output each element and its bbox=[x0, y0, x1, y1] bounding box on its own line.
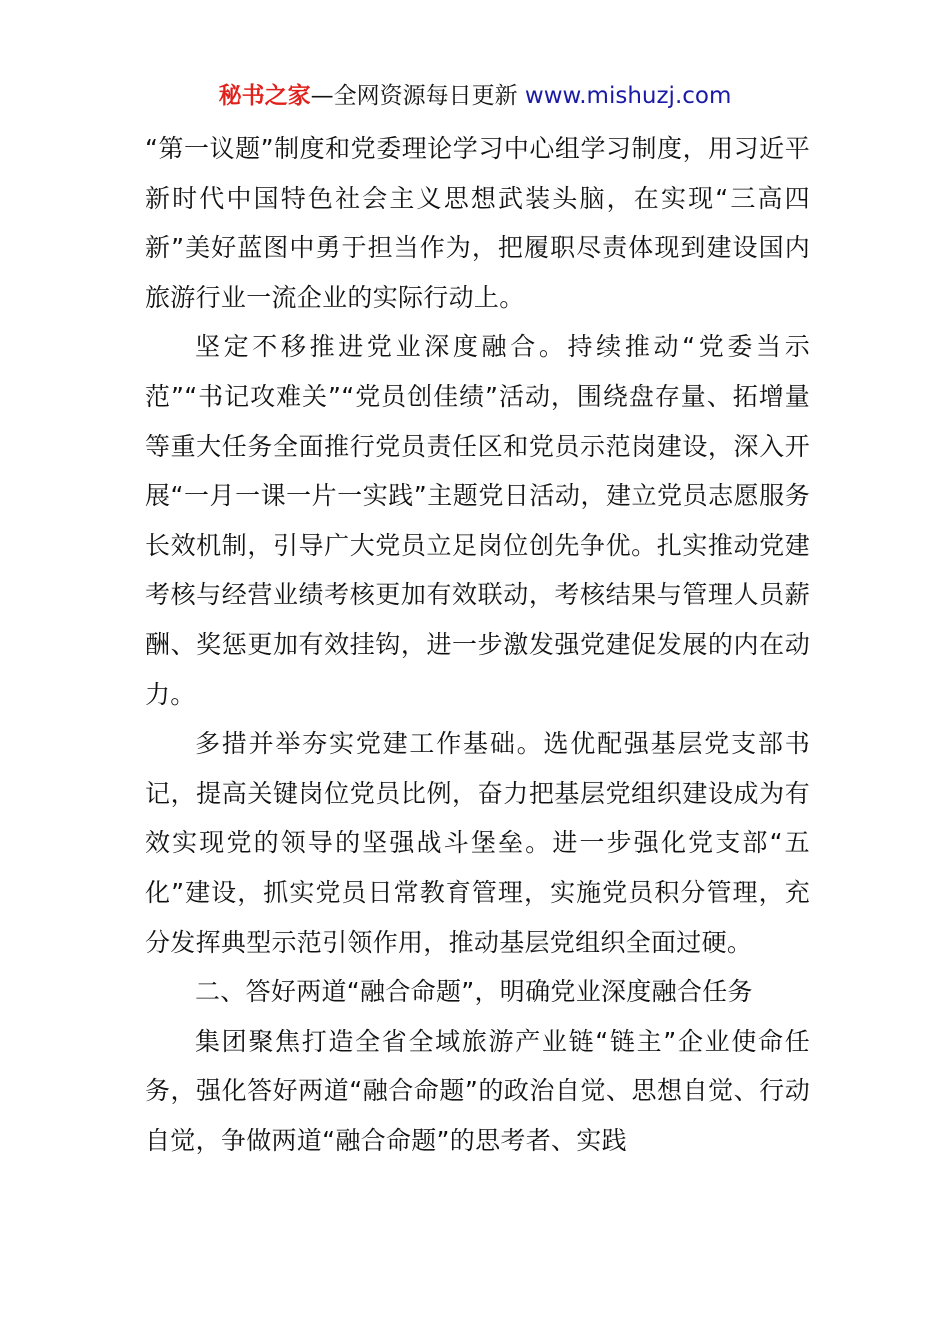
header-brand: 秘书之家 bbox=[218, 83, 311, 109]
section-heading: 二、答好两道“融合命题”，明确党业深度融合任务 bbox=[195, 977, 753, 1007]
paragraph-continuation: “第一议题”制度和党委理论学习中心组学习制度，用习近平新时代中国特色社会主义思想武装头脑，在实现“三高四新”美好蓝图中勇于担当作为，把履职尽责体现到建设国内旅游行业一流企业的实际行动上。 bbox=[145, 134, 810, 312]
paragraph-foundation: 多措并举夯实党建工作基础。选优配强基层党支部书记，提高关键岗位党员比例，奋力把基层党组织建设成为有效实现党的领导的坚强战斗堡垒。进一步强化党支部“五化”建设，抓实党员日常教育管理，实施党员积分管理，充分发挥典型示范引领作用，推动基层党组织全面过硬。 bbox=[145, 729, 810, 957]
paragraph-group-mission: 集团聚焦打造全省全域旅游产业链“链主”企业使命任务，强化答好两道“融合命题”的政治自觉、思想自觉、行动自觉，争做两道“融合命题”的思考者、实践 bbox=[145, 1026, 810, 1155]
paragraph-integration: 坚定不移推进党业深度融合。持续推动“党委当示范”“书记攻难关”“党员创佳绩”活动，围绕盘存量、拓增量等重大任务全面推行党员责任区和党员示范岗建设，深入开展“一月一课一片一实践”主题党日活动，建立党员志愿服务长效机制，引导广大党员立足岗位创先争优。扎实推动党建考核与经营业绩考核更加有效联动，考核结果与管理人员薪酬、奖惩更加有效挂钩，进一步激发强党建促发展的内在动力。 bbox=[145, 332, 810, 709]
header-url[interactable]: www.mishuzj.com bbox=[524, 83, 732, 109]
page-header bbox=[0, 80, 950, 112]
header-tagline: —全网资源每日更新 bbox=[310, 83, 525, 109]
document-body bbox=[145, 124, 810, 1165]
